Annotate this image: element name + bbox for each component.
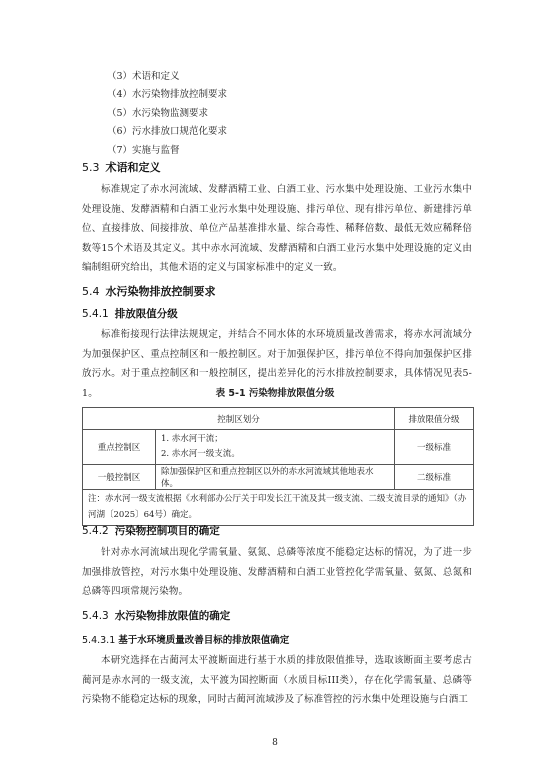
section-number: 5.4.3: [82, 610, 109, 622]
level-cell: 二级标准: [395, 465, 474, 490]
page-number: 8: [272, 738, 278, 748]
section-heading-5-4-3-1: [82, 632, 289, 646]
section-title: 术语和定义: [105, 161, 161, 174]
paragraph-5-4-1: 标准衔接现行法律法规规定，并结合不同水体的水环境质量改善需求，将赤水河流域分为加强保护区、重点控制区和一般控制区。对于加强保护区，排污单位不得向加强保护区排放污水。对于重点控制区和一般控制区，提出差异化的污水排放控制要求，具体情况见表5-1。: [82, 329, 472, 399]
section-heading-5-3: [82, 159, 161, 175]
table-note-row: [83, 490, 474, 526]
section-heading-5-4-2: [82, 523, 220, 538]
list-item: （3）术语和定义: [107, 71, 180, 82]
header-level: 排放限值分级: [395, 408, 474, 430]
table-row: [83, 430, 474, 465]
section-number: 5.4.2: [82, 525, 109, 537]
section-heading-5-4-1: [82, 306, 178, 321]
section-title: 基于水环境质量改善目标的排放限值确定: [118, 635, 290, 646]
chapter-content-list: [107, 68, 227, 160]
table-header-row: [83, 408, 474, 430]
list-item: （4）水污染物排放控制要求: [107, 89, 228, 101]
scope-line: 1. 赤水河干流；: [161, 434, 223, 444]
section-number: 5.3: [82, 161, 100, 174]
section-number: 5.4.3.1: [82, 635, 116, 646]
scope-cell: [156, 430, 395, 465]
table-note: 注：赤水河一级支流根据《水利部办公厅关于印发长江干流及其一级支流、二级支流目录的通知》（办河湖〔2025〕64号）确定。: [83, 490, 474, 526]
section-title: 水污染物排放控制要求: [105, 285, 216, 298]
header-zone: 控制区划分: [83, 408, 395, 430]
emission-limit-table: [82, 407, 474, 526]
section-title: 排放限值分级: [114, 308, 178, 320]
list-item: （6）污水排放口规范化要求: [107, 126, 228, 138]
section-heading-5-4-3: [82, 608, 230, 623]
paragraph-5-4-2: 针对赤水河流域出现化学需氧量、氨氮、总磷等浓度不能稳定达标的情况，为了进一步加强排放管控，对污水集中处理设施、发酵酒精和白酒工业管控化学需氧量、氨氮、总氮和总磷等四项常规污染物。: [82, 547, 472, 598]
paragraph-5-4-3-1: 本研究选择在古蔺河太平渡断面进行基于水质的排放限值推导，选取该断面主要考虑古蔺河是赤水河的一级支流，太平渡为国控断面（水质目标III类），存在化学需氧量、总磷等污染物不能稳定达标的现象，同时古蔺河流域涉及了标准管控的污水集中处理设施与白酒工: [82, 655, 472, 706]
table-caption: 表 5-1 污染物排放限值分级: [215, 388, 335, 399]
zone-cell: 一般控制区: [83, 465, 156, 490]
section-number: 5.4: [82, 285, 100, 298]
zone-cell: 重点控制区: [83, 430, 156, 465]
section-title: 污染物控制项目的确定: [114, 525, 220, 537]
section-number: 5.4.1: [82, 308, 109, 320]
scope-line: 2. 赤水河一级支流。: [161, 449, 240, 459]
scope-cell: 除加强保护区和重点控制区以外的赤水河流域其他地表水体。: [156, 465, 395, 490]
table-row: [83, 465, 474, 490]
section-title: 水污染物排放限值的确定: [114, 610, 231, 622]
paragraph-5-3: 标准规定了赤水河流域、发酵酒精工业、白酒工业、污水集中处理设施、工业污水集中处理设施、发酵酒精和白酒工业污水集中处理设施、排污单位、现有排污单位、新建排污单位、直接排放、间接排放、单位产品基准排水量、综合毒性、稀释倍数、最低无效应稀释倍数等15个术语及其定义。其中赤水河流域、发酵酒精和白酒工业污水集中处理设施的定义由编制组研究给出，其他术语的定义与国家标准中的定义一致。: [82, 184, 472, 274]
level-cell: 一级标准: [395, 430, 474, 465]
section-heading-5-4: [82, 283, 216, 299]
list-item: （7）实施与监督: [107, 144, 180, 156]
list-item: （5）水污染物监测要求: [107, 107, 209, 119]
